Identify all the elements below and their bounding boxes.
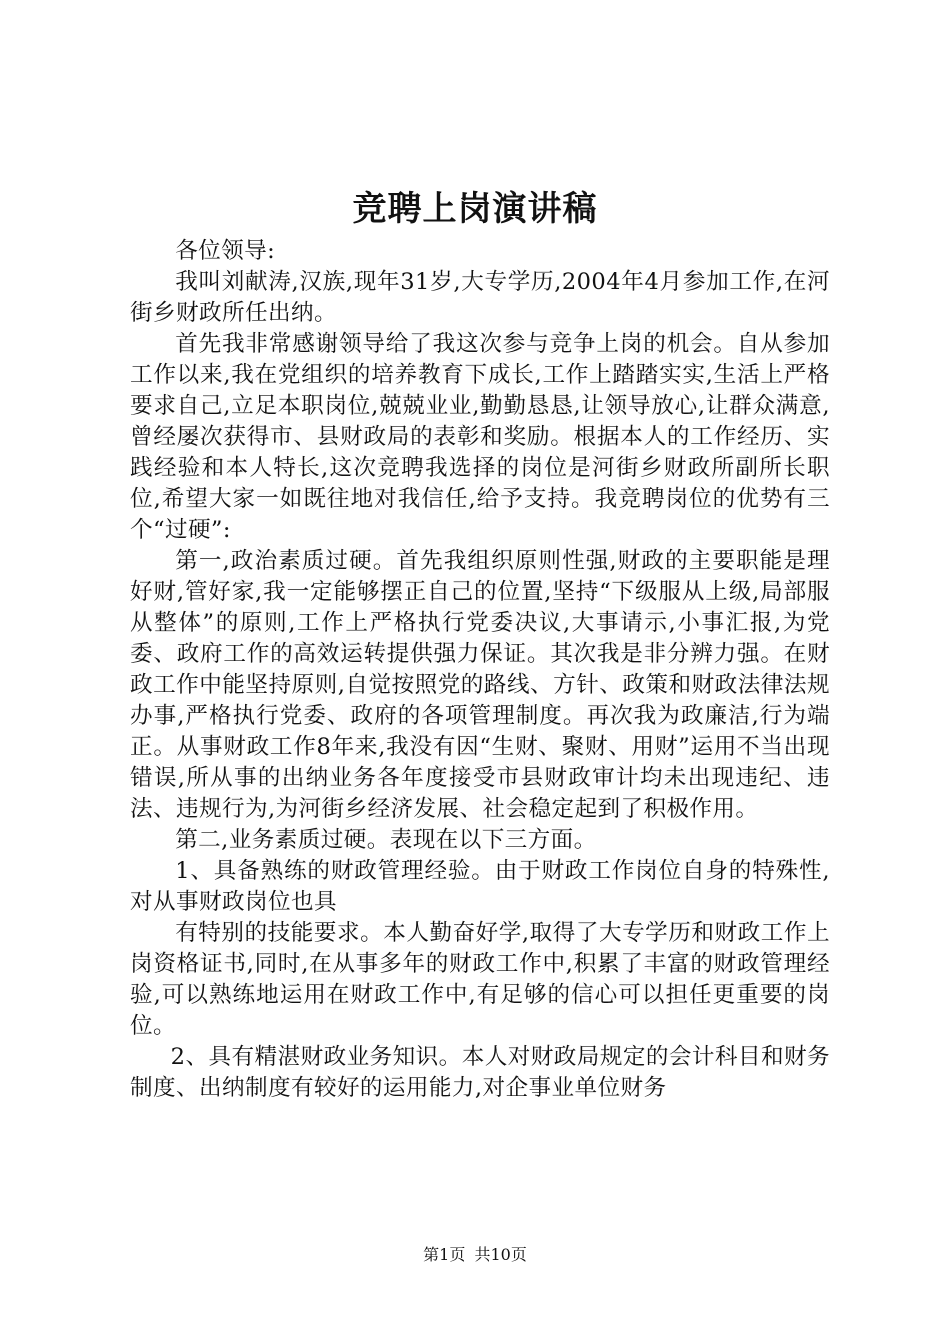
- paragraph-point-1-continued: 有特别的技能要求。本人勤奋好学,取得了大专学历和财政工作上岗资格证书,同时,在从事多年的财政工作中,积累了丰富的财政管理经验,可以熟练地运用在财政工作中,有足够的信心可以担任更重要的岗位。: [130, 920, 830, 1039]
- page-number: 第1页: [423, 1245, 466, 1264]
- page-total: 共10页: [474, 1245, 527, 1264]
- document-title: 竞聘上岗演讲稿: [352, 189, 598, 229]
- paragraph-point-2: 2、具有精湛财政业务知识。本人对财政局规定的会计科目和财务制度、出纳制度有较好的运用能力,对企事业单位财务: [130, 1044, 830, 1101]
- salutation: 各位领导:: [175, 238, 276, 264]
- page-footer: [0, 1244, 950, 1266]
- paragraph-motivation: 首先我非常感谢领导给了我这次参与竞争上岗的机会。自从参加工作以来,我在党组织的培养教育下成长,工作上踏踏实实,生活上严格要求自己,立足本职岗位,兢兢业业,勤勤恳恳,让领导放心,让群众满意,曾经屡次获得市、县财政局的表彰和奖励。根据本人的工作经历、实践经验和本人特长,这次竞聘我选择的岗位是河街乡财政所副所长职位,希望大家一如既往地对我信任,给予支持。我竞聘岗位的优势有三个“过硬”:: [130, 331, 830, 543]
- paragraph-political-quality: 第一,政治素质过硬。首先我组织原则性强,财政的主要职能是理好财,管好家,我一定能够摆正自己的位置,坚持“下级服从上级,局部服从整体”的原则,工作上严格执行党委决议,大事请示,小事汇报,为党委、政府工作的高效运转提供强力保证。其次我是非分辨力强。在财政工作中能坚持原则,自觉按照党的路线、方针、政策和财政法律法规办事,严格执行党委、政府的各项管理制度。再次我为政廉洁,行为端正。从事财政工作8年来,我没有因“生财、聚财、用财”运用不当出现错误,所从事的出纳业务各年度接受市县财政审计均未出现违纪、违法、违规行为,为河街乡经济发展、社会稳定起到了积极作用。: [130, 548, 830, 822]
- paragraph-business-quality: 第二,业务素质过硬。表现在以下三方面。: [175, 827, 597, 853]
- paragraph-introduction: 我叫刘献涛,汉族,现年31岁,大专学历,2004年4月参加工作,在河街乡财政所任出纳。: [130, 269, 830, 326]
- document-body: [130, 236, 830, 1104]
- paragraph-point-1: 1、具备熟练的财政管理经验。由于财政工作岗位自身的特殊性,对从事财政岗位也具: [130, 858, 830, 915]
